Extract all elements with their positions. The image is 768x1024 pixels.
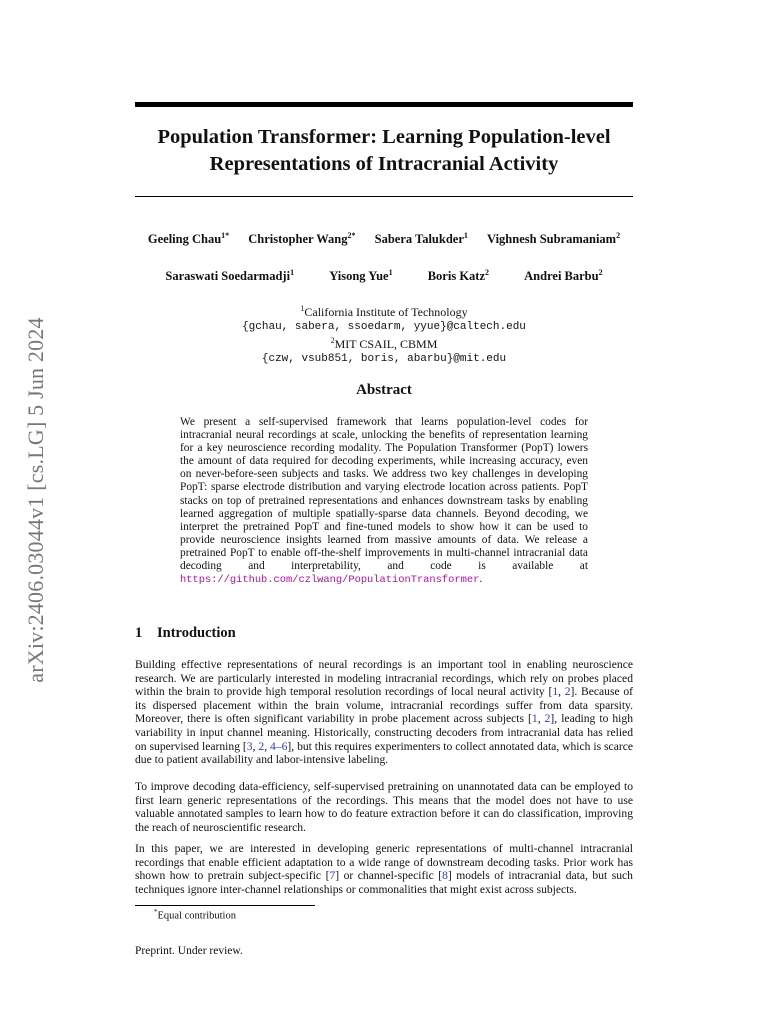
affiliation-2-emails: {czw, vsub851, boris, abarbu}@mit.edu <box>261 352 507 365</box>
code-repo-link[interactable]: https://github.com/czlwang/PopulationTransformer <box>180 574 480 587</box>
abstract-body: We present a self-supervised framework that learns population-level codes for intracranial neural recordings at scale, unlocking the benefits of representation learning for a key neuroscience recording modality. The Population Transformer (PopT) lowers the amount of data required for decoding experiments, while increasing accuracy, even on never-before-seen subjects and tasks. We address two key challenges in developing PopT: sparse electrode distribution and varying electrode location across patients. PopT stacks on top of pretrained representations and enhances downstream tasks by enabling learned aggregation of multiple spatially-sparse data channels. Beyond decoding, we interpret the pretrained PopT and fine-tuned models to show how it can be used to provide neuroscience insights learned from massive amounts of data. We release a pretrained PopT to enable off-the-shelf improvements in multi-channel intracranial data decoding and interpretability, and code is available at https://github.com/czlwang/PopulationTransformer. <box>180 416 588 587</box>
author-row-2 <box>100 268 668 284</box>
citation-link[interactable]: 8 <box>442 869 448 883</box>
section-heading-introduction <box>135 625 236 642</box>
preprint-note: Preprint. Under review. <box>135 945 243 957</box>
citation-link[interactable]: 4–6 <box>270 739 288 753</box>
author: Andrei Barbu$^2$ <box>524 268 603 284</box>
author: Geeling Chau$^{1*}$ <box>147 231 230 247</box>
citation-link[interactable]: 2 <box>544 712 551 726</box>
abstract-heading: Abstract <box>356 382 412 398</box>
author: Vighnesh Subramaniam$^2$ <box>487 231 621 247</box>
citation-link[interactable]: 7 <box>329 869 336 883</box>
intro-paragraph-1: Building effective representations of neural recordings is an important tool in enabling neuroscience research. We are particularly interested in modeling intracranial recordings, which rely on probes placed within the brain to provide high temporal resolution recordings of local neural activity [1, 2]. Because of its dispersed placement within the brain volume, intracranial recordings suffer from data sparsity. Moreover, there is often significant variability in probe placement across subjects [1, 2], leading to high variability in input channel meaning. Historically, constructing decoders from intracranial data has relied on supervised learning [3, 2, 4–6], but this requires experimenters to collect annotated data, which is scarce due to patient availability and labor-intensive labeling. <box>135 658 634 767</box>
affiliation-2: $^2$MIT CSAIL, CBMM <box>330 336 438 351</box>
intro-paragraph-2: To improve decoding data-efficiency, self-supervised pretraining on unannotated data can be employed to first learn generic representations of the recordings. This means that the model does not have to use valuable annotated samples to learn how to do feature extraction before it can do classification, improving the reach of neuroscientific research. <box>135 780 633 834</box>
author: Saraswati Soedarmadji$^1$ <box>165 268 295 284</box>
intro-paragraph-3: In this paper, we are interested in developing generic representations of multi-channel intracranial recordings that enable efficient adaptation to a wide range of downstream decoding tasks. Prior work has shown how to pretrain subject-specific [7] or channel-specific [8] models of intracranial data, but such techniques ignore inter-channel relationships or commonalities that might exist across subjects. <box>135 842 633 896</box>
paper-title: Population Transformer: Learning Population-level Representations of Intracranial Activity <box>157 126 611 175</box>
footnote: *Equal contribution <box>154 908 236 922</box>
author: Boris Katz$^2$ <box>427 268 490 284</box>
arxiv-id-text: arXiv:2406.03044v1 [cs.LG] 5 Jun 2024 <box>23 317 48 683</box>
section-number: 1 <box>135 625 143 641</box>
affiliation-1-emails: {gchau, sabera, ssoedarm, yyue}@caltech.edu <box>242 320 526 333</box>
title-bottom-rule <box>135 196 633 197</box>
section-title: Introduction <box>157 625 236 641</box>
footnote-rule <box>135 905 315 906</box>
citation-link[interactable]: 1 <box>531 712 538 726</box>
affiliation-1: $^1$California Institute of Technology <box>300 304 468 319</box>
citation-link[interactable]: 2 <box>258 739 265 753</box>
author: Yisong Yue$^1$ <box>329 268 393 284</box>
author: Christopher Wang$^{2*}$ <box>248 231 356 247</box>
author-row-1 <box>100 231 668 247</box>
citation-link[interactable]: 2 <box>564 685 571 699</box>
citation-link[interactable]: 3 <box>246 739 253 753</box>
citation-link[interactable]: 1 <box>552 685 559 699</box>
author: Sabera Talukder$^1$ <box>374 231 468 247</box>
title-top-rule <box>135 102 633 107</box>
affiliations <box>134 302 634 366</box>
